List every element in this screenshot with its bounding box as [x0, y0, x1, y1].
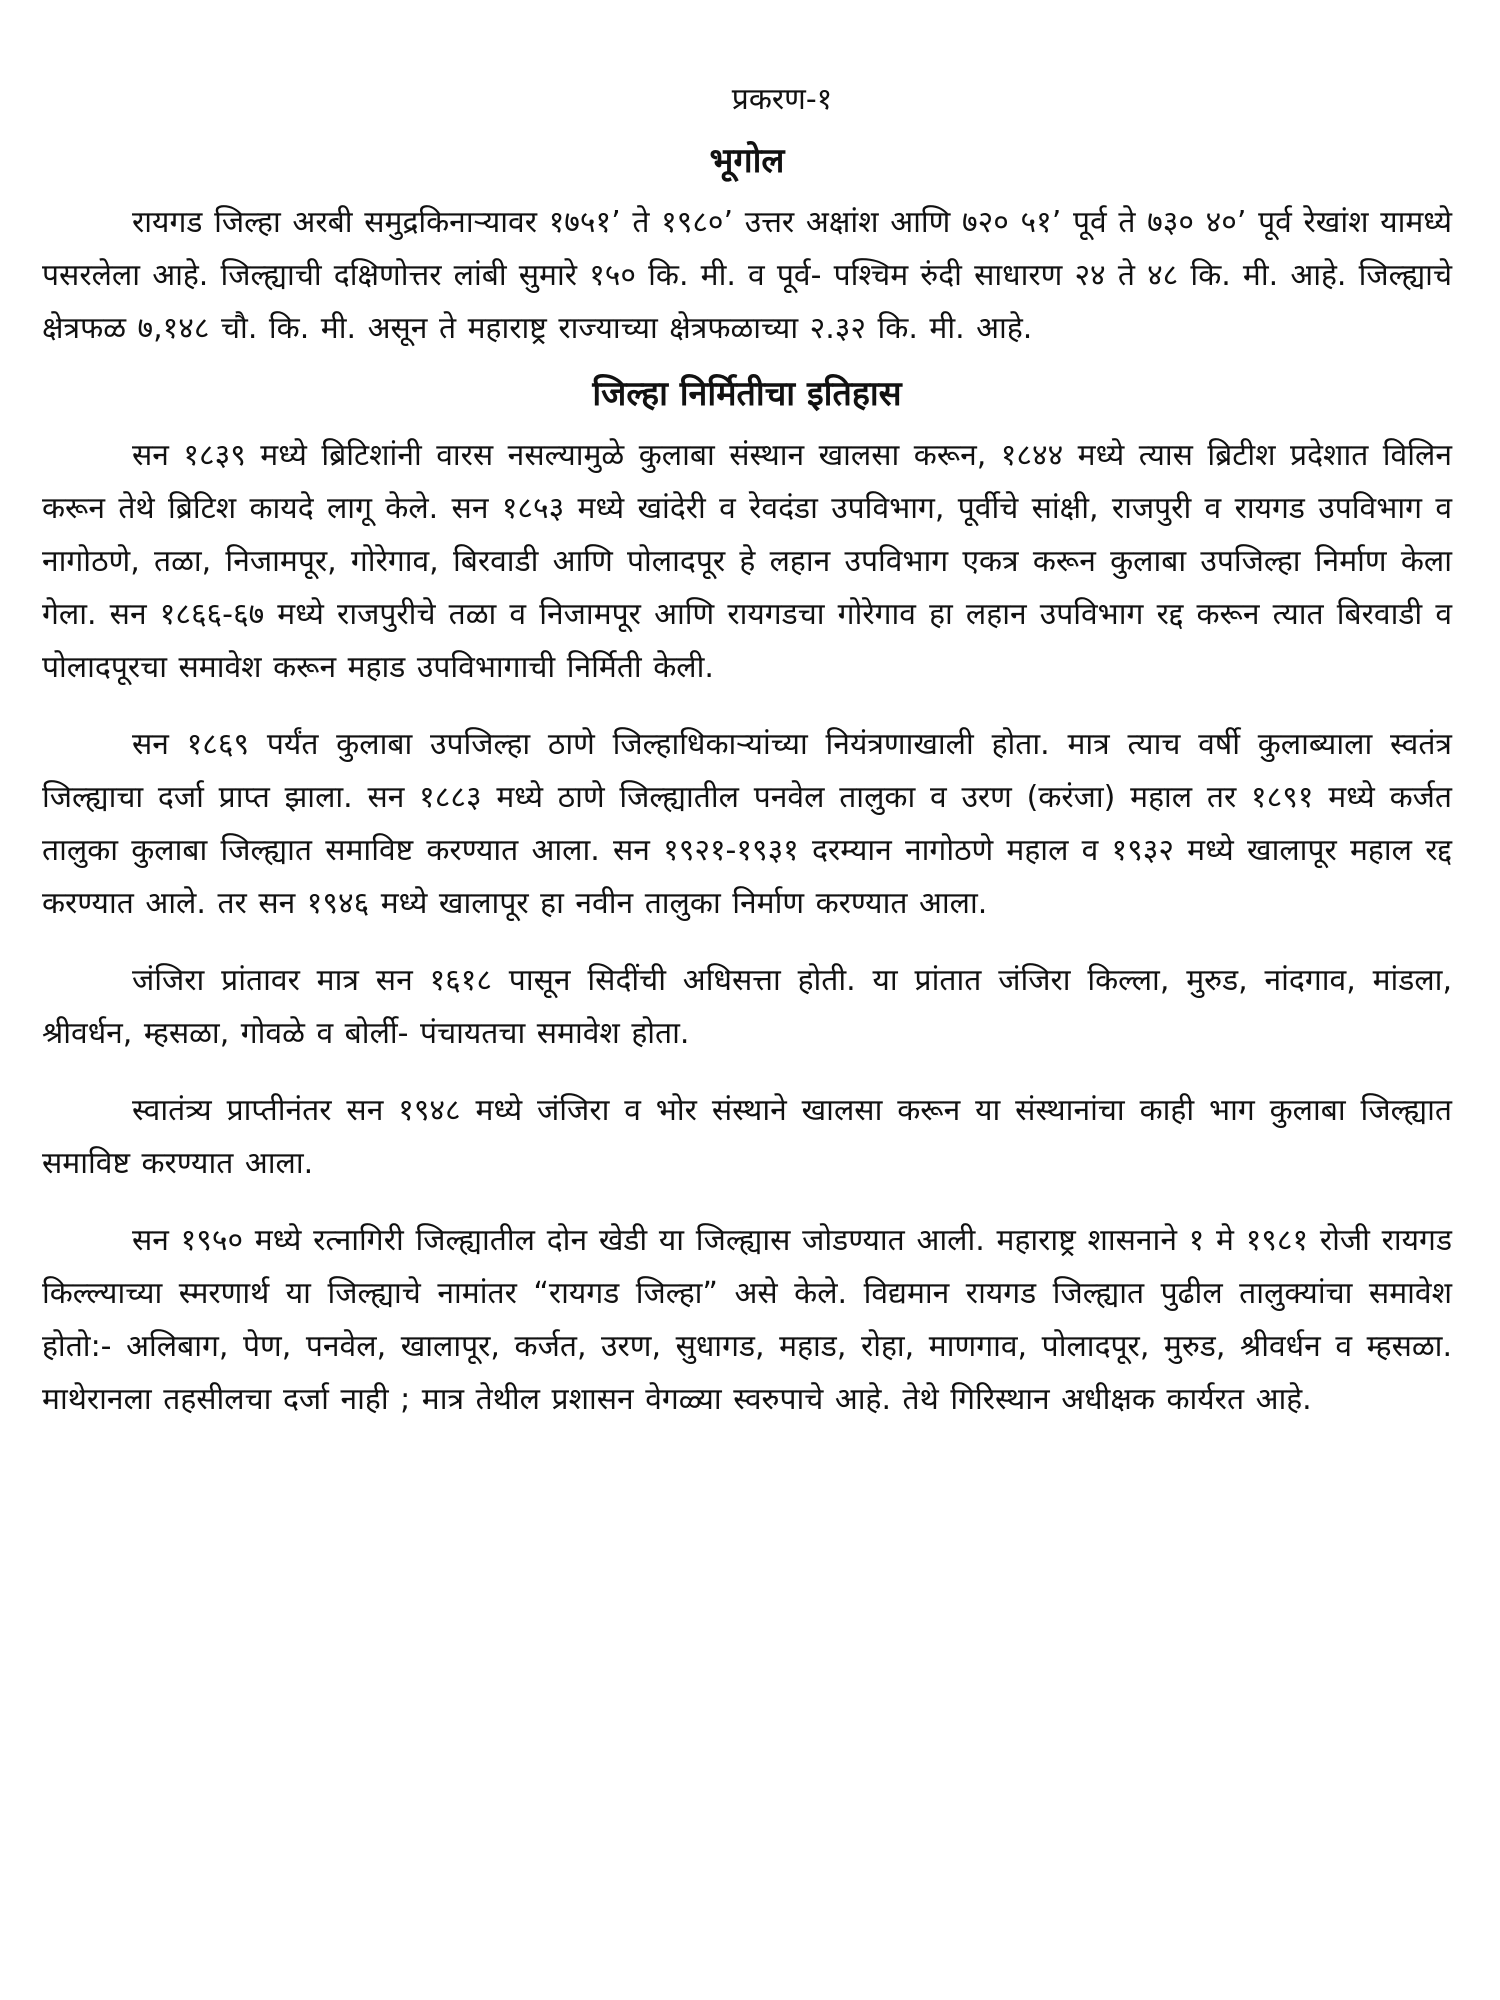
paragraph-history-3: जंजिरा प्रांतावर मात्र सन १६१८ पासून सिदींची अधिसत्ता होती. या प्रांतात जंजिरा किल्ला, मुरुड, नांदगाव, मांडला, श्रीवर्धन, म्हसळा, गोवळे व बोर्ली- पंचायतचा समावेश होता. — [42, 963, 1452, 1051]
paragraph-history-5: सन १९५० मध्ये रत्नागिरी जिल्ह्यातील दोन खेडी या जिल्ह्यास जोडण्यात आली. महाराष्ट्र शासनाने १ मे १९८१ रोजी रायगड किल्ल्याच्या स्मरणार्थ या जिल्ह्याचे नामांतर “रायगड जिल्हा” असे केले. विद्यमान रायगड जिल्ह्यात पुढील तालुक्यांचा समावेश होतो:- अलिबाग, पेण, पनवेल, खालापूर, कर्जत, उरण, सुधागड, महाड, रोहा, माणगाव, पोलादपूर, मुरुड, श्रीवर्धन व म्हसळा. माथेरानला तहसीलचा दर्जा नाही ; मात्र तेथील प्रशासन वेगळ्या स्वरुपाचे आहे. तेथे गिरिस्थान अधीक्षक कार्यरत आहे. — [42, 1223, 1452, 1417]
paragraph-history-2: सन १८६९ पर्यंत कुलाबा उपजिल्हा ठाणे जिल्हाधिकाऱ्यांच्या नियंत्रणाखाली होता. मात्र त्याच वर्षी कुलाब्याला स्वतंत्र जिल्ह्याचा दर्जा प्राप्त झाला. सन १८८३ मध्ये ठाणे जिल्ह्यातील पनवेल तालुका व उरण (करंजा) महाल तर १८९१ मध्ये कर्जत तालुका कुलाबा जिल्ह्यात समाविष्ट करण्यात आला. सन १९२१-१९३१ दरम्यान नागोठणे महाल व १९३२ मध्ये खालापूर महाल रद्द करण्यात आले. तर सन १९४६ मध्ये खालापूर हा नवीन तालुका निर्माण करण्यात आला. — [42, 727, 1452, 921]
heading-geography: भूगोल — [709, 141, 785, 181]
paragraph-history-1: सन १८३९ मध्ये ब्रिटिशांनी वारस नसल्यामुळे कुलाबा संस्थान खालसा करून, १८४४ मध्ये त्यास ब्रिटीश प्रदेशात विलिन करून तेथे ब्रिटिश कायदे लागू केले. सन १८५३ मध्ये खांदेरी व रेवदंडा उपविभाग, पूर्वीचे सांक्षी, राजपुरी व रायगड उपविभाग व नागोठणे, तळा, निजामपूर, गोरेगाव, बिरवाडी आणि पोलादपूर हे लहान उपविभाग एकत्र करून कुलाबा उपजिल्हा निर्माण केला गेला. सन १८६६-६७ मध्ये राजपुरीचे तळा व निजामपूर आणि रायगडचा गोरेगाव हा लहान उपविभाग रद्द करून त्यात बिरवाडी व पोलादपूरचा समावेश करून महाड उपविभागाची निर्मिती केली. — [42, 438, 1452, 685]
heading-district-history: जिल्हा निर्मितीचा इतिहास — [592, 374, 902, 414]
paragraph-geography: रायगड जिल्हा अरबी समुद्रकिनाऱ्यावर १७५१’ ते १९८०’ उत्तर अक्षांश आणि ७२० ५१’ पूर्व ते ७३० ४०’ पूर्व रेखांश यामध्ये पसरलेला आहे. जिल्ह्याची दक्षिणोत्तर लांबी सुमारे १५० कि. मी. व पूर्व- पश्चिम रुंदी साधारण २४ ते ४८ कि. मी. आहे. जिल्ह्याचे क्षेत्रफळ ७,१४८ चौ. कि. मी. असून ते महाराष्ट्र राज्याच्या क्षेत्रफळाच्या २.३२ कि. मी. आहे. — [42, 205, 1452, 346]
document-page — [42, 80, 1452, 1426]
chapter-label: प्रकरण-१ — [731, 82, 833, 117]
paragraph-history-4: स्वातंत्र्य प्राप्तीनंतर सन १९४८ मध्ये जंजिरा व भोर संस्थाने खालसा करून या संस्थानांचा काही भाग कुलाबा जिल्ह्यात समाविष्ट करण्यात आला. — [42, 1093, 1452, 1181]
